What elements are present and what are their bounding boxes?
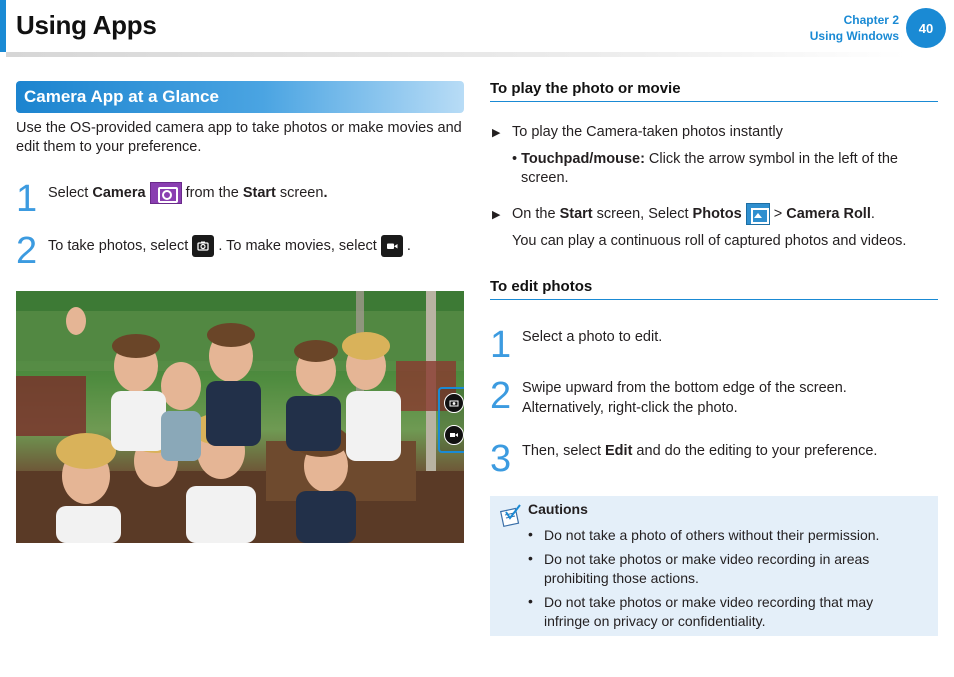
chapter-label [810, 12, 899, 44]
play-section-title: To play the photo or movie [490, 80, 681, 97]
page-number-badge: 40 [906, 8, 946, 48]
video-camera-icon [381, 235, 403, 257]
edit-step-1: Select a photo to edit. [522, 329, 663, 345]
step-number: 2 [490, 375, 512, 417]
caution-bullet: • [528, 550, 533, 566]
group-photo-illustration [16, 291, 464, 543]
step-number: 1 [490, 324, 512, 366]
play-section-divider [490, 101, 938, 102]
chapter-number: Chapter 2 [843, 13, 899, 27]
play-sub-item: • Touchpad/mouse: Click the arrow symbol in the left of the [512, 151, 898, 167]
play-item-2-note: You can play a continuous roll of captured photos and videos. [512, 233, 907, 249]
edit-step-2-alt: Alternatively, right-click the photo. [522, 400, 738, 416]
caution-note-icon [498, 502, 524, 528]
caution-item-3: Do not take photos or make video recording that may infringe on privacy or confidentiality. [544, 594, 874, 629]
play-sub-item-cont: screen. [521, 170, 569, 186]
camera-app-icon [150, 182, 182, 204]
chapter-title: Using Windows [809, 29, 899, 43]
photos-app-icon [746, 203, 770, 225]
caution-bullet: • [528, 526, 533, 542]
page-title: Using Apps [16, 10, 157, 40]
arrow-bullet-icon: ▶ [492, 209, 501, 221]
edit-step-2: Swipe upward from the bottom edge of the screen. [522, 380, 847, 396]
play-item-2: On the Start screen, Select Photos > Camera Roll. [512, 202, 942, 226]
edit-step-3: Then, select Edit and do the editing to your preference. [522, 443, 878, 459]
step-2-text: To take photos, select . To make movies, select . [48, 233, 448, 259]
camera-controls-overlay [438, 387, 464, 453]
caution-bullet: • [528, 593, 533, 609]
arrow-bullet-icon: ▶ [492, 127, 501, 139]
edit-section-title: To edit photos [490, 278, 593, 295]
step-number: 1 [16, 178, 38, 220]
edit-section-divider [490, 299, 938, 300]
step-number: 2 [16, 230, 38, 272]
group-photo-image [16, 291, 464, 543]
section-header [16, 81, 464, 113]
camera-shutter-icon[interactable] [444, 393, 464, 413]
video-camera-icon[interactable] [444, 425, 464, 445]
step-1-text: Select Camera from the Start screen. [48, 180, 448, 206]
play-item-1: To play the Camera-taken photos instantly [512, 124, 783, 140]
step-number: 3 [490, 438, 512, 480]
caution-item-2: Do not take photos or make video recording in areas prohibiting those actions. [544, 551, 870, 586]
section-title: Camera App at a Glance [24, 87, 219, 106]
caution-item-1: Do not take a photo of others without their permission. [544, 527, 880, 543]
intro-text: Use the OS-provided camera app to take photos or make movies and edit them to your preference. [16, 120, 462, 155]
header-accent-bar [0, 0, 6, 52]
cautions-box [490, 496, 938, 636]
header-divider [6, 52, 906, 57]
cautions-title: Cautions [528, 501, 588, 517]
camera-shutter-icon [192, 235, 214, 257]
